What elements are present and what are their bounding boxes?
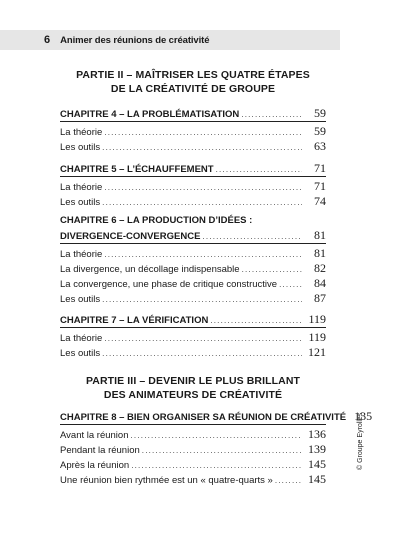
toc-entry [60, 179, 326, 193]
chapter-title: CHAPITRE 5 – L’ÉCHAUFFEMENT [60, 164, 214, 175]
chapter-row [60, 161, 326, 175]
toc-entry [60, 124, 326, 138]
page-ref: 59 [314, 106, 326, 120]
leader-dots [241, 110, 302, 119]
page-number: 6 [44, 34, 51, 46]
leader-dots [102, 143, 302, 152]
chapter-title: CHAPITRE 4 – LA PROBLÉMATISATION [60, 109, 240, 120]
leader-dots [104, 128, 302, 137]
entry-label: Les outils [60, 142, 101, 153]
toc-entry [60, 276, 326, 290]
leader-dots [102, 295, 302, 304]
entry-label: Les outils [60, 294, 101, 305]
chapter-rule [60, 243, 326, 244]
page-ref: 63 [314, 139, 326, 153]
leader-dots [210, 316, 302, 325]
part-title [60, 68, 326, 96]
page-ref: 81 [314, 246, 326, 260]
page-ref: 71 [314, 161, 326, 175]
part-title [60, 374, 326, 402]
chapter-title: DIVERGENCE-CONVERGENCE [60, 231, 201, 242]
entry-label: La divergence, un décollage indispensable [60, 264, 240, 275]
chapter-rule [60, 121, 326, 122]
toc-entry [60, 194, 326, 208]
entry-label: Avant la réunion [60, 430, 129, 441]
leader-dots [131, 461, 302, 470]
leader-dots [104, 250, 302, 259]
chapter-row [60, 312, 326, 326]
page-ref: 74 [314, 194, 326, 208]
leader-dots [202, 232, 302, 241]
entry-label: Les outils [60, 348, 101, 359]
page-ref: 59 [314, 124, 326, 138]
toc-entry [60, 472, 326, 486]
part-title-line: PARTIE III – DEVENIR LE PLUS BRILLANT [85, 375, 301, 387]
page-ref: 139 [308, 442, 326, 456]
running-header [0, 30, 340, 50]
entry-label: Les outils [60, 197, 101, 208]
chapter-row [60, 106, 326, 120]
entry-label: Après la réunion [60, 460, 130, 471]
toc-entry [60, 261, 326, 275]
page-ref: 145 [308, 457, 326, 471]
toc-entry [60, 246, 326, 260]
leader-dots [142, 446, 302, 455]
entry-label: La convergence, une phase de critique constructive [60, 279, 278, 290]
part-title-line: PARTIE II – MAÎTRISER LES QUATRE ÉTAPES [76, 69, 310, 81]
chapter-row [60, 215, 326, 229]
page-ref: 71 [314, 179, 326, 193]
leader-dots [279, 280, 302, 289]
part-title-line: DE LA CRÉATIVITÉ DE GROUPE [110, 83, 276, 95]
page-ref: 145 [308, 472, 326, 486]
part-title-line: DES ANIMATEURS DE CRÉATIVITÉ [103, 389, 283, 401]
page-ref: 119 [308, 312, 326, 326]
toc-entry [60, 427, 326, 441]
chapter-title: CHAPITRE 8 – BIEN ORGANISER SA RÉUNION DE CRÉATIVITÉ [60, 412, 347, 423]
chapter-title: CHAPITRE 6 – LA PRODUCTION D’IDÉES : [60, 215, 253, 226]
chapter-rule [60, 327, 326, 328]
leader-dots [102, 349, 302, 358]
page-ref: 81 [314, 228, 326, 242]
chapter-rule [60, 424, 326, 425]
page-ref: 136 [308, 427, 326, 441]
page-ref: 135 [354, 409, 373, 423]
toc-entry [60, 345, 326, 359]
toc-entry [60, 457, 326, 471]
page-ref: 82 [314, 261, 326, 275]
toc-entry [60, 330, 326, 344]
chapter-row [60, 409, 373, 423]
leader-dots [242, 265, 302, 274]
leader-dots [275, 476, 302, 485]
page-ref: 119 [308, 330, 326, 344]
toc-entry [60, 442, 326, 456]
entry-label: La théorie [60, 333, 103, 344]
chapter-row [60, 228, 326, 242]
entry-label: Pendant la réunion [60, 445, 140, 456]
page-ref: 121 [308, 345, 326, 359]
leader-dots [216, 165, 302, 174]
copyright-credit: © Groupe Eyrolles [357, 412, 364, 470]
leader-dots [131, 431, 303, 440]
leader-dots [104, 183, 302, 192]
entry-label: La théorie [60, 182, 103, 193]
entry-label: Une réunion bien rythmée est un « quatre-quarts » [60, 475, 273, 486]
running-title: Animer des réunions de créativité [60, 34, 210, 46]
entry-label: La théorie [60, 127, 103, 138]
toc-entry [60, 139, 326, 153]
entry-label: La théorie [60, 249, 103, 260]
leader-dots [102, 198, 302, 207]
page-ref: 87 [314, 291, 326, 305]
chapter-title: CHAPITRE 7 – LA VÉRIFICATION [60, 315, 209, 326]
leader-dots [104, 334, 302, 343]
toc-entry [60, 291, 326, 305]
page-ref: 84 [314, 276, 326, 290]
chapter-rule [60, 176, 326, 177]
